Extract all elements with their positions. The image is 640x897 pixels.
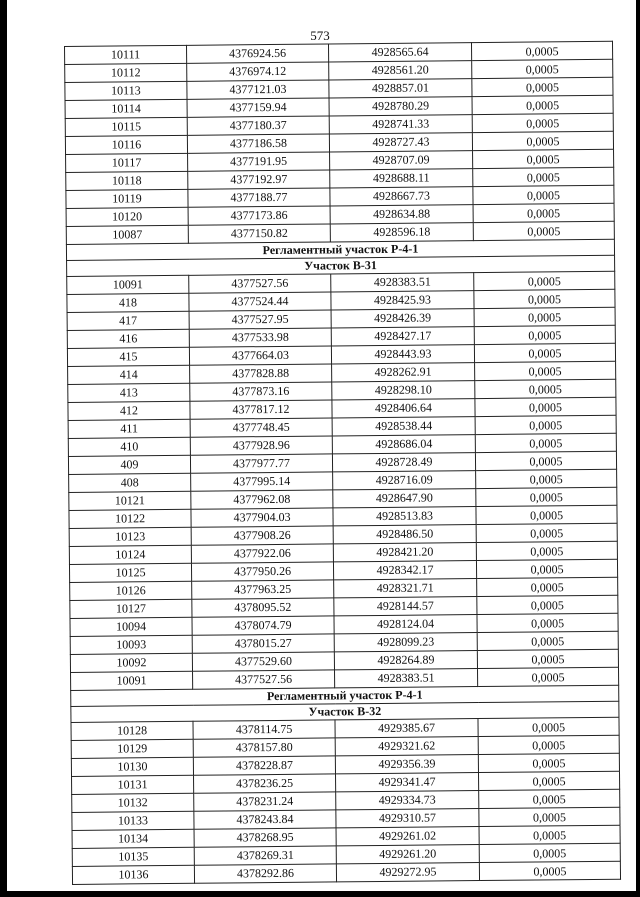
y-coordinate-cell: 4928561.20 [329, 61, 472, 80]
y-coordinate-cell: 4928443.93 [331, 345, 474, 364]
value-cell: 0,0005 [479, 807, 620, 826]
subsection-title: Участок В-31 [67, 255, 615, 276]
x-coordinate-cell: 4377192.97 [188, 170, 330, 189]
point-number-cell: 409 [68, 455, 190, 474]
value-cell: 0,0005 [477, 667, 618, 686]
y-coordinate-cell: 4928099.23 [334, 633, 477, 652]
point-number-cell: 416 [67, 329, 189, 348]
value-cell: 0,0005 [474, 289, 615, 308]
point-number-cell: 10091 [71, 671, 193, 690]
y-coordinate-cell: 4928264.89 [334, 651, 477, 670]
value-cell: 0,0005 [474, 343, 615, 362]
point-number-cell: 10127 [70, 599, 192, 618]
value-cell: 0,0005 [474, 271, 615, 290]
x-coordinate-cell: 4378015.27 [192, 634, 334, 653]
value-cell: 0,0005 [476, 505, 617, 524]
point-number-cell: 10117 [66, 153, 188, 172]
value-cell: 0,0005 [477, 631, 618, 650]
value-cell: 0,0005 [475, 361, 616, 380]
y-coordinate-cell: 4928427.17 [331, 327, 474, 346]
y-coordinate-cell: 4928298.10 [332, 381, 475, 400]
point-number-cell: 10093 [70, 635, 192, 654]
point-number-cell: 10111 [65, 45, 187, 64]
x-coordinate-cell: 4377191.95 [188, 152, 330, 171]
coordinates-table [64, 41, 621, 885]
y-coordinate-cell: 4928728.49 [332, 453, 475, 472]
value-cell: 0,0005 [475, 397, 616, 416]
y-coordinate-cell: 4928596.18 [330, 223, 473, 242]
point-number-cell: 10091 [67, 275, 189, 294]
x-coordinate-cell: 4377150.82 [188, 224, 330, 243]
y-coordinate-cell: 4929385.67 [335, 719, 478, 738]
point-number-cell: 415 [67, 347, 189, 366]
y-coordinate-cell: 4929310.57 [336, 809, 479, 828]
x-coordinate-cell: 4376974.12 [187, 62, 329, 81]
y-coordinate-cell: 4928124.04 [334, 615, 477, 634]
point-number-cell: 10135 [72, 847, 194, 866]
y-coordinate-cell: 4928780.29 [329, 97, 472, 116]
x-coordinate-cell: 4378074.79 [192, 616, 334, 635]
value-cell: 0,0005 [477, 595, 618, 614]
value-cell: 0,0005 [479, 825, 620, 844]
value-cell: 0,0005 [473, 185, 614, 204]
point-number-cell: 10120 [66, 207, 188, 226]
section-title: Регламентный участок Р-4-1 [71, 685, 619, 706]
point-number-cell: 10112 [65, 63, 187, 82]
point-number-cell: 10122 [69, 509, 191, 528]
y-coordinate-cell: 4928716.09 [333, 471, 476, 490]
value-cell: 0,0005 [476, 523, 617, 542]
y-coordinate-cell: 4928486.50 [333, 525, 476, 544]
value-cell: 0,0005 [472, 77, 613, 96]
value-cell: 0,0005 [477, 613, 618, 632]
value-cell: 0,0005 [472, 95, 613, 114]
x-coordinate-cell: 4377173.86 [188, 206, 330, 225]
x-coordinate-cell: 4377664.03 [189, 346, 331, 365]
x-coordinate-cell: 4377977.77 [190, 454, 332, 473]
point-number-cell: 10130 [71, 757, 193, 776]
x-coordinate-cell: 4378228.87 [193, 756, 335, 775]
point-number-cell: 10092 [70, 653, 192, 672]
point-number-cell: 10126 [70, 581, 192, 600]
point-number-cell: 10125 [69, 563, 191, 582]
value-cell: 0,0005 [476, 541, 617, 560]
value-cell: 0,0005 [471, 41, 612, 60]
value-cell: 0,0005 [475, 379, 616, 398]
y-coordinate-cell: 4929261.20 [336, 845, 479, 864]
x-coordinate-cell: 4377529.60 [192, 652, 334, 671]
y-coordinate-cell: 4928342.17 [333, 561, 476, 580]
y-coordinate-cell: 4928538.44 [332, 417, 475, 436]
y-coordinate-cell: 4929341.47 [336, 773, 479, 792]
value-cell: 0,0005 [474, 325, 615, 344]
value-cell: 0,0005 [475, 433, 616, 452]
point-number-cell: 414 [68, 365, 190, 384]
point-number-cell: 408 [69, 473, 191, 492]
scan-border-left [0, 0, 7, 897]
point-number-cell: 10113 [65, 81, 187, 100]
point-number-cell: 10134 [72, 829, 194, 848]
point-number-cell: 10087 [66, 225, 188, 244]
x-coordinate-cell: 4378268.95 [194, 828, 336, 847]
value-cell: 0,0005 [472, 59, 613, 78]
point-number-cell: 10123 [69, 527, 191, 546]
x-coordinate-cell: 4377817.12 [190, 400, 332, 419]
x-coordinate-cell: 4377908.26 [191, 526, 333, 545]
value-cell: 0,0005 [473, 203, 614, 222]
y-coordinate-cell: 4929272.95 [336, 863, 479, 882]
point-number-cell: 10132 [72, 793, 194, 812]
value-cell: 0,0005 [477, 577, 618, 596]
y-coordinate-cell: 4928321.71 [334, 579, 477, 598]
y-coordinate-cell: 4929321.62 [335, 737, 478, 756]
x-coordinate-cell: 4378269.31 [194, 846, 336, 865]
value-cell: 0,0005 [478, 753, 619, 772]
section-title: Регламентный участок Р-4-1 [66, 239, 614, 260]
y-coordinate-cell: 4928647.90 [333, 489, 476, 508]
value-cell: 0,0005 [474, 307, 615, 326]
x-coordinate-cell: 4378231.24 [194, 792, 336, 811]
value-cell: 0,0005 [478, 735, 619, 754]
point-number-cell: 413 [68, 383, 190, 402]
x-coordinate-cell: 4377922.06 [191, 544, 333, 563]
y-coordinate-cell: 4929261.02 [336, 827, 479, 846]
value-cell: 0,0005 [478, 771, 619, 790]
y-coordinate-cell: 4928262.91 [332, 363, 475, 382]
value-cell: 0,0005 [475, 415, 616, 434]
y-coordinate-cell: 4928741.33 [329, 115, 472, 134]
y-coordinate-cell: 4928383.51 [335, 669, 478, 688]
x-coordinate-cell: 4377121.03 [187, 80, 329, 99]
x-coordinate-cell: 4377962.08 [191, 490, 333, 509]
point-number-cell: 412 [68, 401, 190, 420]
x-coordinate-cell: 4377950.26 [191, 562, 333, 581]
y-coordinate-cell: 4928426.39 [331, 309, 474, 328]
value-cell: 0,0005 [476, 469, 617, 488]
y-coordinate-cell: 4928383.51 [331, 273, 474, 292]
value-cell: 0,0005 [472, 131, 613, 150]
y-coordinate-cell: 4928406.64 [332, 399, 475, 418]
point-number-cell: 10094 [70, 617, 192, 636]
value-cell: 0,0005 [476, 559, 617, 578]
y-coordinate-cell: 4928513.83 [333, 507, 476, 526]
x-coordinate-cell: 4378243.84 [194, 810, 336, 829]
y-coordinate-cell: 4928857.01 [329, 79, 472, 98]
scan-border-right [636, 0, 640, 897]
y-coordinate-cell: 4928667.73 [330, 187, 473, 206]
x-coordinate-cell: 4377963.25 [192, 580, 334, 599]
scan-border-bottom [0, 891, 640, 897]
table-row [72, 861, 620, 884]
x-coordinate-cell: 4377828.88 [190, 364, 332, 383]
point-number-cell: 10114 [65, 99, 187, 118]
x-coordinate-cell: 4378157.80 [193, 738, 335, 757]
value-cell: 0,0005 [475, 451, 616, 470]
coordinates-table-body [65, 41, 621, 884]
x-coordinate-cell: 4378292.86 [194, 864, 336, 883]
point-number-cell: 410 [68, 437, 190, 456]
point-number-cell: 10121 [69, 491, 191, 510]
x-coordinate-cell: 4377188.77 [188, 188, 330, 207]
value-cell: 0,0005 [476, 487, 617, 506]
value-cell: 0,0005 [479, 789, 620, 808]
point-number-cell: 411 [68, 419, 190, 438]
x-coordinate-cell: 4377928.96 [190, 436, 332, 455]
value-cell: 0,0005 [473, 149, 614, 168]
x-coordinate-cell: 4377180.37 [187, 116, 329, 135]
x-coordinate-cell: 4377904.03 [191, 508, 333, 527]
value-cell: 0,0005 [473, 221, 614, 240]
x-coordinate-cell: 4377527.95 [189, 310, 331, 329]
value-cell: 0,0005 [477, 649, 618, 668]
x-coordinate-cell: 4377524.44 [189, 292, 331, 311]
x-coordinate-cell: 4377186.58 [187, 134, 329, 153]
y-coordinate-cell: 4928707.09 [330, 151, 473, 170]
value-cell: 0,0005 [479, 843, 620, 862]
page-number: 573 [310, 28, 330, 43]
y-coordinate-cell: 4928144.57 [334, 597, 477, 616]
point-number-cell: 418 [67, 293, 189, 312]
x-coordinate-cell: 4377748.45 [190, 418, 332, 437]
x-coordinate-cell: 4377527.56 [193, 670, 335, 689]
x-coordinate-cell: 4377873.16 [190, 382, 332, 401]
value-cell: 0,0005 [473, 167, 614, 186]
y-coordinate-cell: 4928565.64 [328, 43, 471, 62]
point-number-cell: 10124 [69, 545, 191, 564]
x-coordinate-cell: 4378114.75 [193, 720, 335, 739]
point-number-cell: 10131 [72, 775, 194, 794]
point-number-cell: 10136 [72, 865, 194, 884]
value-cell: 0,0005 [478, 717, 619, 736]
x-coordinate-cell: 4378095.52 [192, 598, 334, 617]
point-number-cell: 10129 [71, 739, 193, 758]
y-coordinate-cell: 4928727.43 [329, 133, 472, 152]
point-number-cell: 10118 [66, 171, 188, 190]
point-number-cell: 10133 [72, 811, 194, 830]
x-coordinate-cell: 4378236.25 [194, 774, 336, 793]
y-coordinate-cell: 4928686.04 [332, 435, 475, 454]
y-coordinate-cell: 4928688.11 [330, 169, 473, 188]
point-number-cell: 417 [67, 311, 189, 330]
y-coordinate-cell: 4928425.93 [331, 291, 474, 310]
x-coordinate-cell: 4377995.14 [191, 472, 333, 491]
point-number-cell: 10119 [66, 189, 188, 208]
value-cell: 0,0005 [479, 861, 620, 880]
x-coordinate-cell: 4376924.56 [186, 44, 328, 63]
value-cell: 0,0005 [472, 113, 613, 132]
point-number-cell: 10115 [65, 117, 187, 136]
x-coordinate-cell: 4377527.56 [189, 274, 331, 293]
y-coordinate-cell: 4928421.20 [333, 543, 476, 562]
y-coordinate-cell: 4929356.39 [335, 755, 478, 774]
point-number-cell: 10116 [65, 135, 187, 154]
x-coordinate-cell: 4377533.98 [189, 328, 331, 347]
x-coordinate-cell: 4377159.94 [187, 98, 329, 117]
y-coordinate-cell: 4929334.73 [336, 791, 479, 810]
point-number-cell: 10128 [71, 721, 193, 740]
subsection-title: Участок В-32 [71, 701, 619, 722]
y-coordinate-cell: 4928634.88 [330, 205, 473, 224]
